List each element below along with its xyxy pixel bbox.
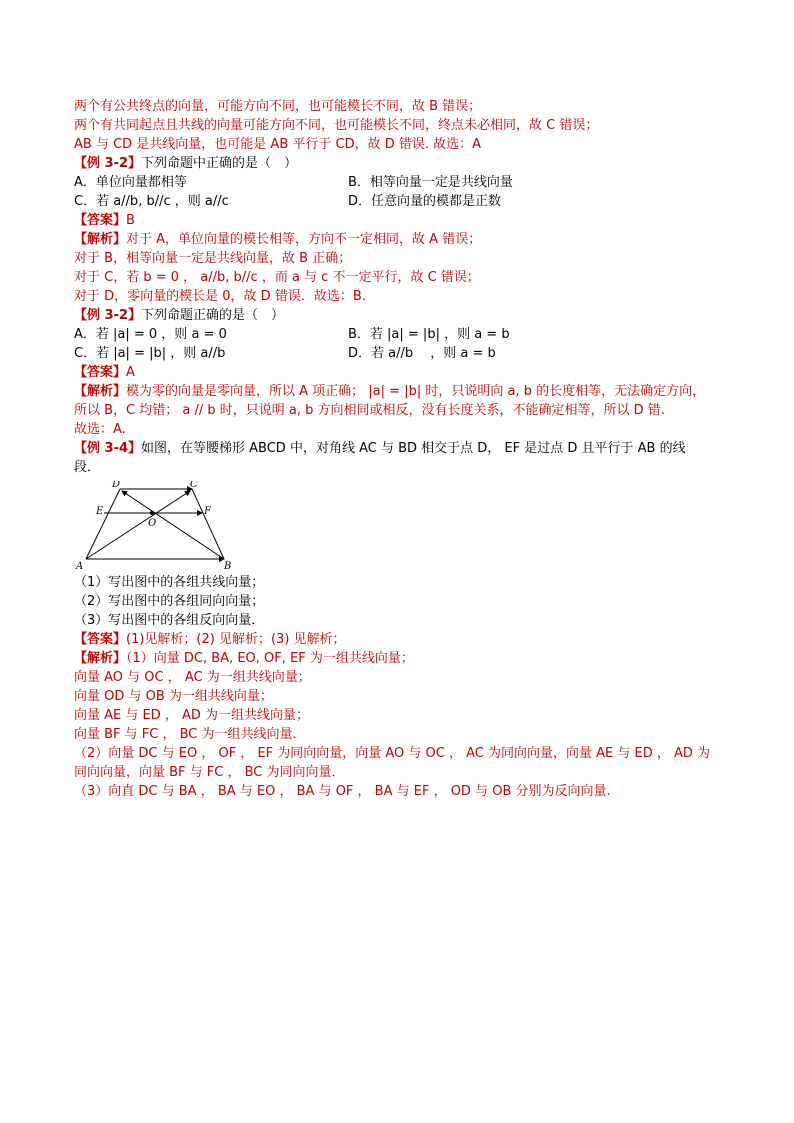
label-c: C	[190, 481, 198, 490]
answer-value: A	[126, 365, 135, 380]
example-tag: 【例 3-2】	[74, 156, 142, 171]
label-b: B	[224, 561, 232, 571]
option-b: B．相等向量一定是共线向量	[348, 175, 513, 190]
options-row-1	[74, 173, 724, 192]
answer-tag: 【答案】	[74, 365, 127, 380]
prev-analysis-line-3: AB 与 CD 是共线向量，也可能是 AB 平行于 CD，故 D 错误. 故选：A	[74, 137, 482, 152]
option-d: D．若 a//b ，则 a = b	[348, 346, 496, 361]
answer-value: (1)见解析；(2) 见解析；(3) 见解析；	[126, 632, 346, 647]
example-tag: 【例 3-4】	[74, 441, 142, 456]
options-row-2	[74, 344, 724, 363]
analysis-tag: 【解析】	[74, 384, 127, 399]
sub-question-3: （3）写出图中的各组反向向量．	[74, 613, 265, 628]
point-o	[150, 511, 154, 515]
analysis-tag: 【解析】	[74, 232, 127, 247]
example-question: 下列命题正确的是（ ）	[141, 308, 285, 323]
analysis-text: 模为零的向量是零向量，所以 A 项正确； |a| = |b| 时，只说明向 a, b 的长度相等，无法确定方向，	[126, 384, 706, 399]
trapezoid-figure	[74, 481, 724, 571]
analysis-line-5: 向量 BF 与 FC ， BC 为一组共线向量．	[74, 727, 306, 742]
option-a: A．若 |a| = 0 ，则 a = 0	[74, 327, 227, 342]
document-page	[74, 97, 724, 801]
options-row-2	[74, 192, 724, 211]
analysis-line-7: 同向向量，向量 BF 与 FC ， BC 为同向向量．	[74, 765, 345, 780]
example-title	[74, 439, 724, 458]
example-question: 如图，在等腰梯形 ABCD 中，对角线 AC 与 BD 相交于点 D， EF 是过点 D 且平行于 AB 的线	[141, 441, 686, 456]
analysis-tag: 【解析】	[74, 651, 127, 666]
analysis-line-3: 向量 OD 与 OB 为一组共线向量；	[74, 689, 273, 704]
analysis-line-6: （2）向量 DC 与 EO ， OF ， EF 为同向向量，向量 AO 与 OC ， AC 为同向向量，向量 AE 与 ED ， AD 为	[74, 746, 711, 761]
label-a: A	[76, 561, 84, 571]
analysis-line-2: 对于 B，相等向量一定是共线向量，故 B 正确；	[74, 251, 352, 266]
options-row-1	[74, 325, 724, 344]
example-tag: 【例 3-2】	[74, 308, 142, 323]
analysis-line-4: 对于 D，零向量的模长是 0，故 D 错误．故选：B.	[74, 289, 366, 304]
label-e: E	[96, 506, 104, 517]
analysis-line-1	[74, 382, 724, 401]
example-title	[74, 154, 724, 173]
label-o: O	[148, 518, 157, 529]
analysis-line-1	[74, 230, 724, 249]
analysis-text: （1）向量 DC, BA, EO, OF, EF 为一组共线向量；	[126, 651, 414, 666]
option-c: C．若 a//b, b//c ，则 a//c	[74, 194, 229, 209]
sub-question-2: （2）写出图中的各组同向向量；	[74, 594, 265, 609]
analysis-line-2: 所以 B，C 均错； a // b 时，只说明 a, b 方向相同或相反，没有长度关系，不能确定相等，所以 D 错.	[74, 403, 665, 418]
example-question: 下列命题中正确的是（ ）	[141, 156, 298, 171]
option-a: A．单位向量都相等	[74, 175, 187, 190]
example-question-cont: 段．	[74, 460, 101, 475]
label-f: F	[204, 506, 211, 517]
analysis-line-3: 故选：A.	[74, 422, 126, 437]
prev-analysis-line-1: 两个有公共终点的向量，可能方向不同，也可能模长不同，故 B 错误；	[74, 99, 482, 114]
trapezoid-diagram	[74, 481, 234, 571]
answer-line	[74, 630, 724, 649]
example-title	[74, 306, 724, 325]
sub-question-1: （1）写出图中的各组共线向量；	[74, 575, 265, 590]
answer-line	[74, 363, 724, 382]
analysis-line-2: 向量 AO 与 OC ， AC 为一组共线向量；	[74, 670, 311, 685]
option-c: C．若 |a| = |b| ，则 a//b	[74, 346, 226, 361]
answer-tag: 【答案】	[74, 213, 127, 228]
analysis-text: 对于 A，单位向量的模长相等，方向不一定相同，故 A 错误；	[126, 232, 482, 247]
analysis-line-1	[74, 649, 724, 668]
option-d: D．任意向量的模都是正数	[348, 194, 502, 209]
segment-ad	[86, 489, 120, 559]
answer-line	[74, 211, 724, 230]
analysis-line-8: （3）向直 DC 与 BA ， BA 与 EO ， BA 与 OF ， BA 与 EF ， OD 与 OB 分别为反向向量.	[74, 784, 611, 799]
option-b: B．若 |a| = |b| ，则 a = b	[348, 327, 510, 342]
analysis-line-4: 向量 AE 与 ED ， AD 为一组共线向量；	[74, 708, 310, 723]
label-d: D	[112, 481, 121, 490]
answer-tag: 【答案】	[74, 632, 127, 647]
prev-analysis-line-2: 两个有共同起点且共线的向量可能方向不同，也可能模长不同，终点未必相同，故 C 错误；	[74, 118, 599, 133]
analysis-line-3: 对于 C，若 b = 0 ， a//b, b//c ，而 a 与 c 不一定平行，故 C 错误；	[74, 270, 480, 285]
answer-value: B	[126, 213, 135, 228]
